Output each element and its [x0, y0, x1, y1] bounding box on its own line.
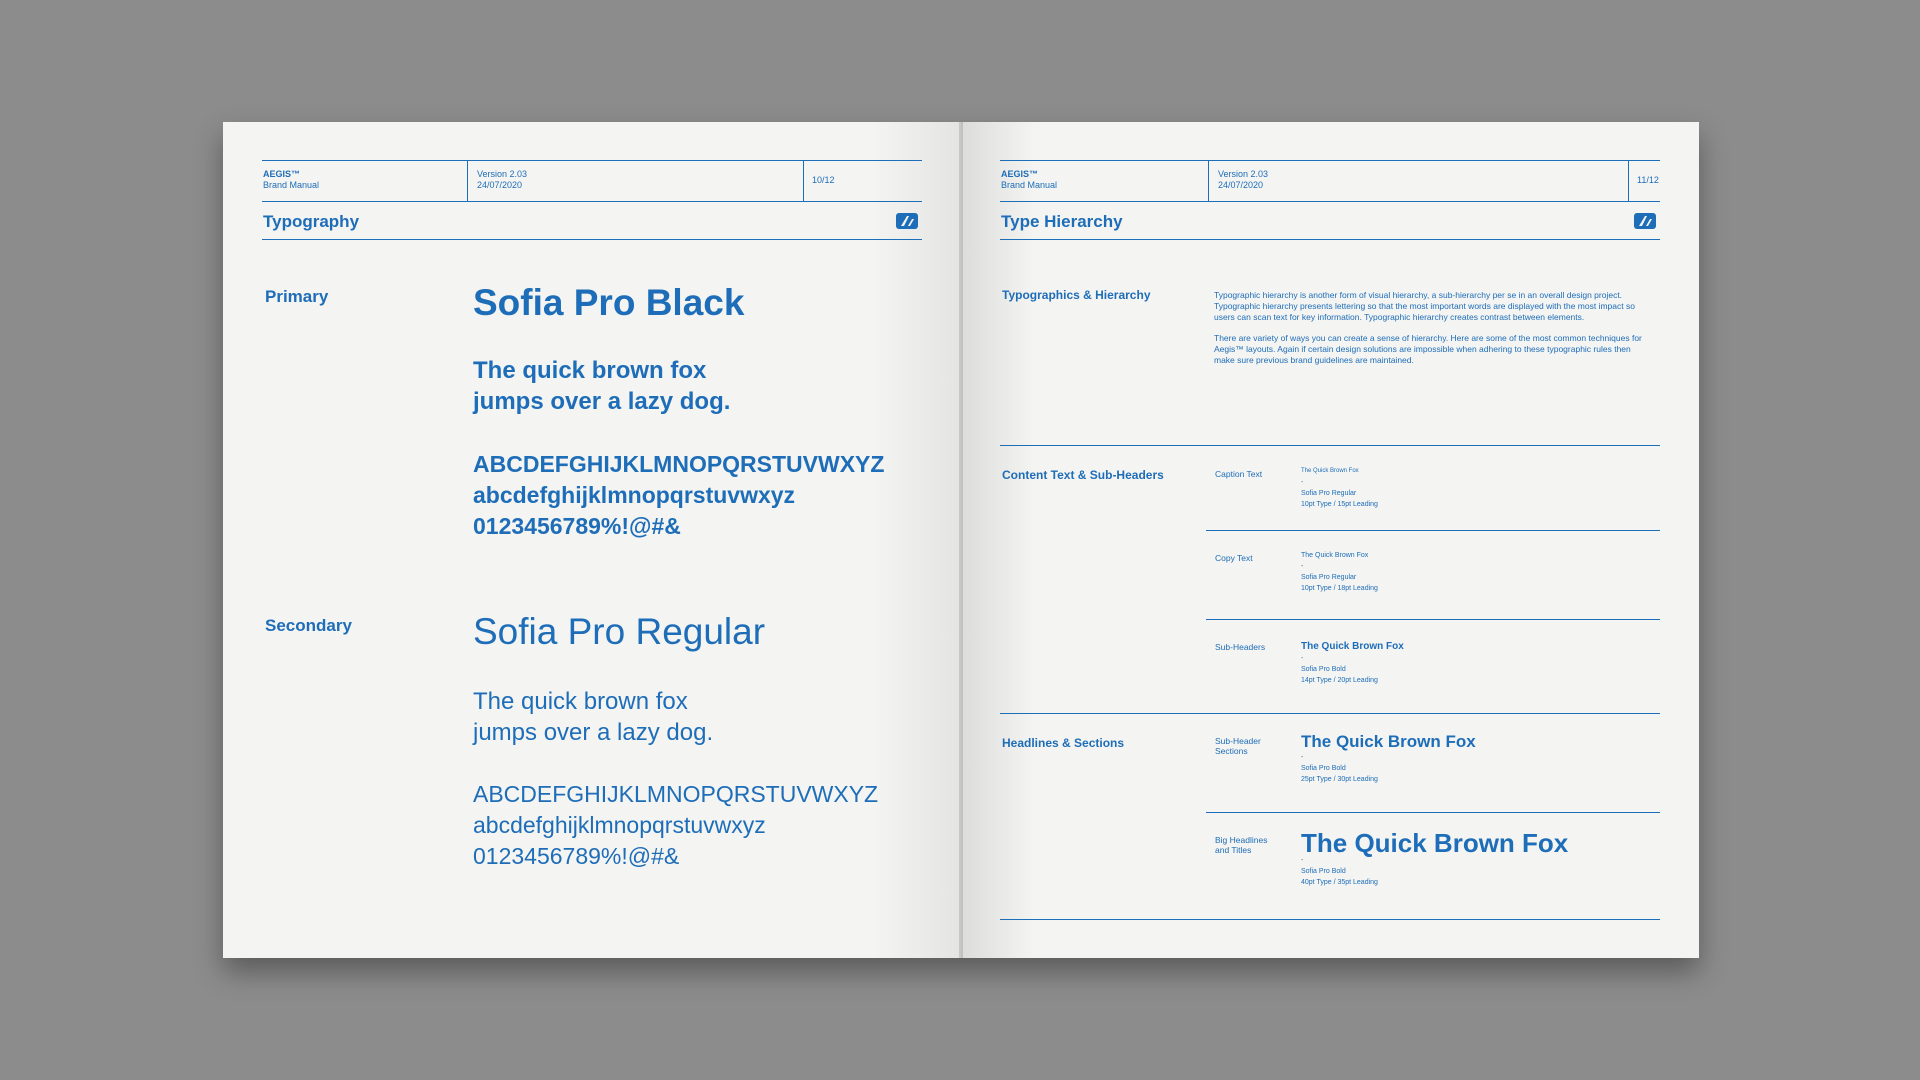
- row-spec: 14pt Type / 20pt Leading: [1301, 677, 1378, 684]
- primary-sample: [473, 355, 730, 417]
- section-content-text-label: Content Text & Sub-Headers: [1002, 468, 1164, 482]
- row-spec: 10pt Type / 18pt Leading: [1301, 585, 1378, 592]
- secondary-sample-line2: jumps over a lazy dog.: [473, 719, 714, 746]
- header-date: 24/07/2020: [477, 180, 523, 190]
- row-dash: -: [1301, 563, 1304, 570]
- secondary-font-name: Sofia Pro Regular: [473, 611, 766, 652]
- left-page: [223, 122, 961, 958]
- row-meta: [1301, 752, 1378, 785]
- row-divider: [1206, 812, 1660, 813]
- row-label: [1215, 835, 1267, 855]
- primary-sample-line1: The quick brown fox: [473, 357, 707, 384]
- header-date: 24/07/2020: [1218, 180, 1264, 190]
- section-typographics-body: [1214, 290, 1649, 376]
- row-label: Sub-Headers: [1215, 642, 1266, 652]
- row-font: Sofia Pro Regular: [1301, 574, 1357, 581]
- row-font: Sofia Pro Bold: [1301, 666, 1346, 673]
- section-headlines-label: Headlines & Sections: [1002, 736, 1125, 750]
- header-brand-cell: [1000, 161, 1208, 201]
- header-version-cell: [467, 161, 803, 201]
- primary-sample-line2: jumps over a lazy dog.: [473, 388, 731, 415]
- page-title: Typography: [263, 212, 360, 231]
- secondary-sample: [473, 686, 713, 748]
- primary-label: Primary: [265, 287, 329, 306]
- row-dash: -: [1301, 655, 1304, 662]
- row-label-line1: Sub-Header: [1215, 736, 1261, 746]
- primary-uppercase: ABCDEFGHIJKLMNOPQRSTUVWXYZ: [473, 451, 885, 477]
- header-version: Version 2.03: [1218, 169, 1269, 179]
- row-spec: 25pt Type / 30pt Leading: [1301, 776, 1378, 783]
- paragraph: There are variety of ways you can create a sense of hierarchy. Here are some of the most common techniques for Aegis™ layouts. Again if certain design solutions are impossible when adhering to these typographic rules then make sure previous brand guidelines are maintained.: [1214, 333, 1642, 365]
- row-label-line1: Big Headlines: [1215, 835, 1268, 845]
- aegis-logo-icon: [1634, 212, 1656, 230]
- section-divider: [1000, 919, 1660, 920]
- header-doc: Brand Manual: [263, 180, 320, 190]
- row-label-line2: and Titles: [1215, 845, 1252, 855]
- secondary-sample-line1: The quick brown fox: [473, 688, 688, 715]
- row-label: Caption Text: [1215, 469, 1263, 479]
- header-page-number: 11/12: [1628, 161, 1660, 201]
- secondary-uppercase: ABCDEFGHIJKLMNOPQRSTUVWXYZ: [473, 781, 879, 807]
- row-meta: [1301, 855, 1378, 888]
- secondary-lowercase: abcdefghijklmnopqrstuvwxyz: [473, 812, 766, 838]
- left-page-header: [262, 160, 922, 202]
- row-sample: The Quick Brown Fox: [1301, 828, 1569, 858]
- row-dash: -: [1301, 857, 1304, 864]
- primary-numerals: 0123456789%!@#&: [473, 513, 681, 539]
- paragraph: Typographic hierarchy is another form of visual hierarchy, a sub-hierarchy per se in an overall design project. Typographic hierarchy presents lettering so that the most important words are displayed with the most impact so users can scan text for key information. Typographic hierarchy creates contrast between elements.: [1214, 290, 1635, 322]
- header-version: Version 2.03: [477, 169, 528, 179]
- row-font: Sofia Pro Regular: [1301, 490, 1357, 497]
- row-spec: 40pt Type / 35pt Leading: [1301, 879, 1378, 886]
- row-divider: [1206, 619, 1660, 620]
- primary-lowercase: abcdefghijklmnopqrstuvwxyz: [473, 482, 796, 508]
- row-label: Copy Text: [1215, 553, 1253, 563]
- right-page-header: [1000, 160, 1660, 202]
- primary-font-name: Sofia Pro Black: [473, 282, 745, 323]
- page-title: Type Hierarchy: [1001, 212, 1123, 231]
- header-doc: Brand Manual: [1001, 180, 1058, 190]
- aegis-logo-icon: [896, 212, 918, 230]
- row-divider: [1206, 530, 1660, 531]
- row-meta: [1301, 653, 1378, 686]
- row-spec: 10pt Type / 15pt Leading: [1301, 501, 1378, 508]
- right-page-title-bar: [1000, 202, 1660, 240]
- row-label-line2: Sections: [1215, 746, 1248, 756]
- row-dash: -: [1301, 479, 1304, 486]
- secondary-glyph-set: [473, 779, 878, 872]
- row-label: [1215, 736, 1261, 756]
- section-typographics-label: Typographics & Hierarchy: [1002, 288, 1151, 302]
- row-sample: The Quick Brown Fox: [1301, 641, 1404, 652]
- row-dash: -: [1301, 754, 1304, 761]
- row-sample: The Quick Brown Fox: [1301, 552, 1369, 559]
- header-page-number: 10/12: [803, 161, 923, 201]
- primary-glyph-set: [473, 449, 884, 542]
- left-page-title-bar: [262, 202, 922, 240]
- row-sample: The Quick Brown Fox: [1301, 732, 1476, 751]
- secondary-numerals: 0123456789%!@#&: [473, 843, 680, 869]
- header-version-cell: [1208, 161, 1628, 201]
- row-sample: The Quick Brown Fox: [1301, 468, 1359, 474]
- section-divider: [1000, 713, 1660, 714]
- book-gutter: [959, 122, 963, 958]
- row-meta: [1301, 561, 1378, 594]
- row-font: Sofia Pro Bold: [1301, 868, 1346, 875]
- header-brand-cell: [262, 161, 467, 201]
- row-meta: [1301, 477, 1378, 510]
- right-page: [961, 122, 1699, 958]
- header-brand: AEGIS™: [1001, 169, 1039, 179]
- secondary-label: Secondary: [265, 616, 352, 635]
- section-divider: [1000, 445, 1660, 446]
- row-font: Sofia Pro Bold: [1301, 765, 1346, 772]
- brand-manual-spread: [223, 122, 1699, 958]
- header-brand: AEGIS™: [263, 169, 301, 179]
